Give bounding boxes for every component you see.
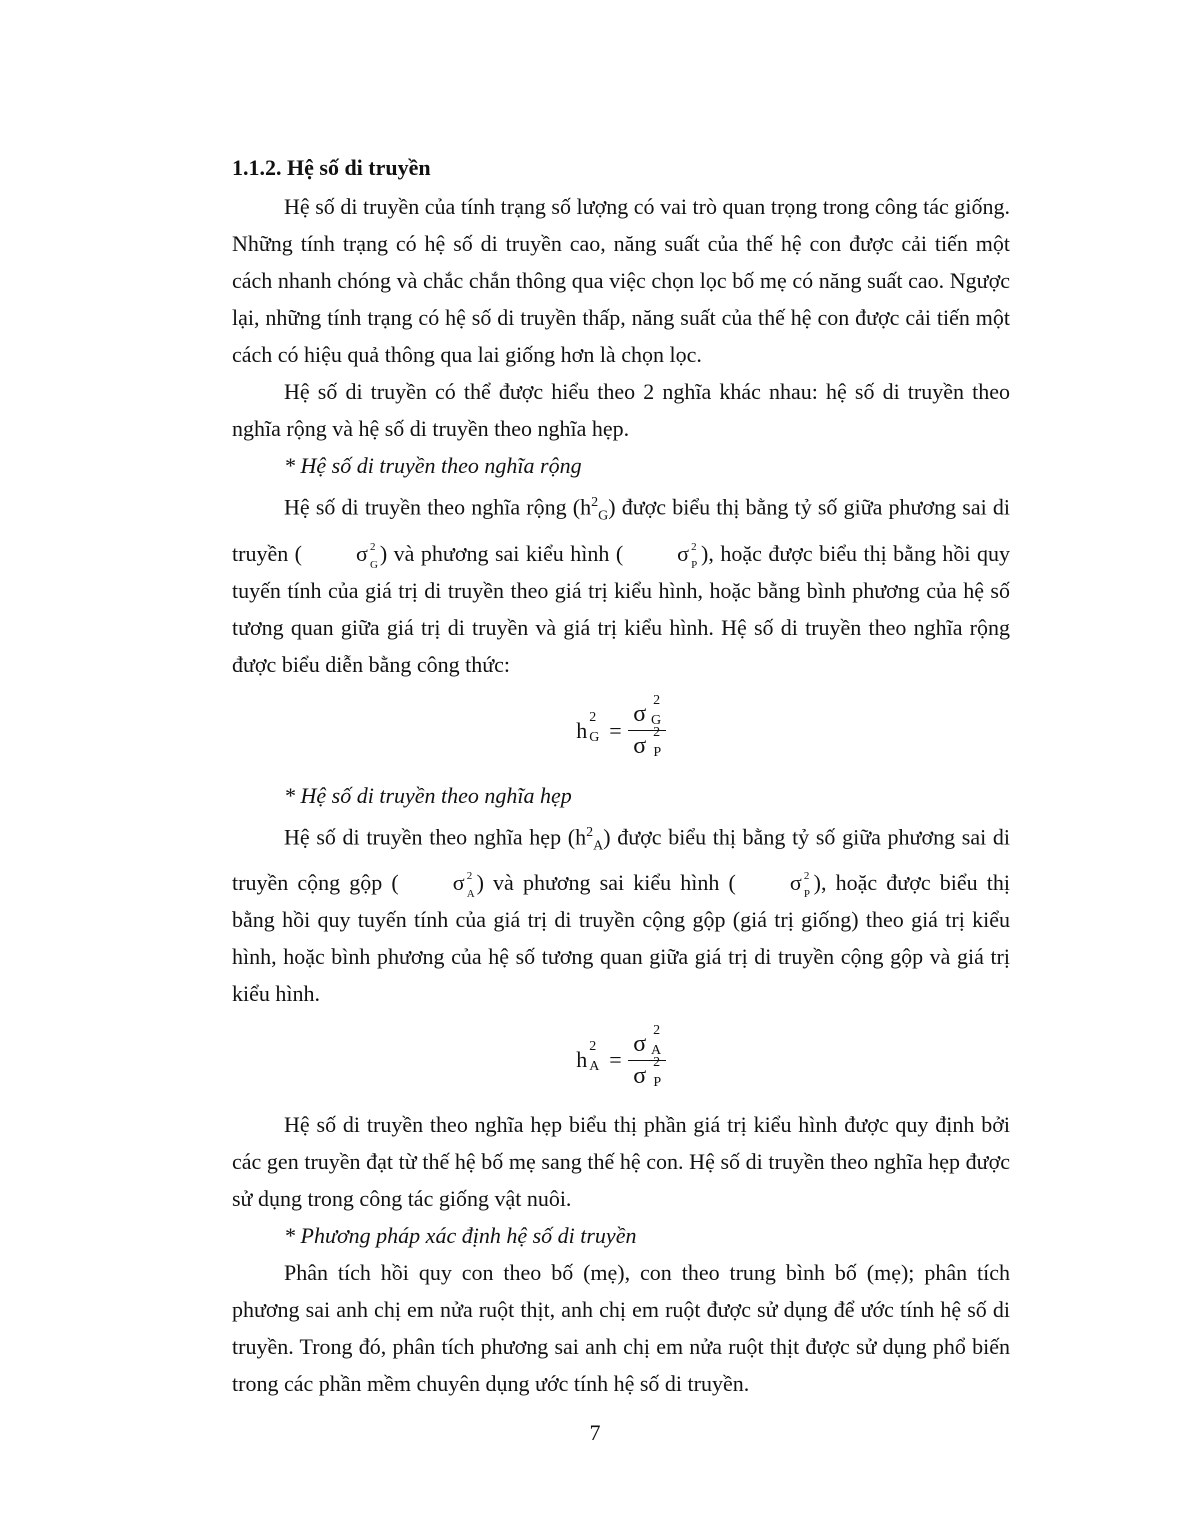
sigma-p-squared: σ 2 P bbox=[789, 870, 810, 901]
fraction-denominator: σ 2 P bbox=[633, 725, 662, 761]
sigma-a-squared: σ 2 A bbox=[452, 870, 475, 901]
fraction-denominator: σ 2 P bbox=[633, 1054, 662, 1090]
equals-sign: = bbox=[609, 717, 622, 743]
subscript: G bbox=[598, 508, 609, 524]
superscript: 2 bbox=[591, 495, 599, 510]
paragraph-methods: Phân tích hồi quy con theo bố (mẹ), con theo trung bình bố (mẹ); phân tích phương sai anh chị em nửa ruột thịt, anh chị em ruột được sử dụng để ước tính hệ số di truyền. Trong đó, phân tích phương sai anh chị em nửa ruột thịt được sử dụng phổ biến trong các phần mềm chuyên dụng ước tính hệ số di truyền. bbox=[232, 1260, 1010, 1397]
text-run: ), hoặc được biểu thị bằng hồi quy tuyến tính của giá trị di truyền theo giá trị kiểu hình, hoặc bằng bình phương của hệ số tương quan giữa giá trị di truyền và giá trị kiểu hình. Hệ số di truyền theo nghĩa rộng được biểu diễn bằng công thức: bbox=[232, 540, 1011, 677]
subscript: A bbox=[593, 838, 604, 854]
page-content bbox=[232, 150, 1010, 1402]
formula-lhs: h 2 G bbox=[576, 709, 600, 745]
text-run: ) và phương sai kiểu hình ( bbox=[379, 540, 624, 566]
text-run: ) được biểu thị bằng tỷ số giữa phương sai di truyền ( bbox=[232, 494, 1010, 566]
paragraph-narrow-meaning: Hệ số di truyền theo nghĩa hẹp biểu thị phần giá trị kiểu hình được quy định bởi các gen truyền đạt từ thế hệ bố mẹ sang thế hệ con. Hệ số di truyền theo nghĩa hẹp được sử dụng trong công tác giống vật nuôi. bbox=[232, 1112, 1010, 1212]
equals-sign: = bbox=[609, 1047, 622, 1073]
text-run: Hệ số di truyền theo nghĩa rộng (h bbox=[284, 494, 592, 520]
text-run: ), hoặc được biểu thị bằng hồi quy tuyến tính của giá trị di truyền cộng gộp (giá trị giống) theo giá trị kiểu hình, hoặc bình phương của hệ số tương quan giữa giá trị di truyền cộng gộp và giá trị kiểu hình. bbox=[232, 870, 1011, 1007]
formula-broad-heritability bbox=[232, 689, 1010, 773]
fraction-numerator: σ 2 G bbox=[633, 693, 662, 729]
paragraph-intro: Hệ số di truyền của tính trạng số lượng có vai trò quan trọng trong công tác giống. Những tính trạng có hệ số di truyền cao, năng suất của thế hệ con được cải tiến một cách nhanh chóng và chắc chắn thông qua việc chọn lọc bố mẹ có năng suất cao. Ngược lại, những tính trạng có hệ số di truyền thấp, năng suất của thế hệ con được cải tiến một cách có hiệu quả thông qua lai giống hơn là chọn lọc. bbox=[232, 194, 1010, 367]
page-number: 7 bbox=[589, 1420, 601, 1445]
fraction-numerator: σ 2 A bbox=[633, 1022, 662, 1058]
paragraph-narrow-sense bbox=[232, 814, 1010, 1013]
text-run: Hệ số di truyền theo nghĩa hẹp (h bbox=[284, 824, 587, 850]
paragraph-broad-sense bbox=[232, 484, 1010, 683]
paragraph-two-meanings: Hệ số di truyền có thể được hiểu theo 2 nghĩa khác nhau: hệ số di truyền theo nghĩa rộng và hệ số di truyền theo nghĩa hẹp. bbox=[232, 379, 1010, 441]
section-heading: 1.1.2. Hệ số di truyền bbox=[232, 155, 431, 180]
formula-fraction bbox=[628, 693, 666, 762]
sigma-g-squared: σ 2 G bbox=[356, 540, 378, 571]
subheading-methods: * Phương pháp xác định hệ số di truyền bbox=[284, 1223, 637, 1249]
subheading-narrow-sense: * Hệ số di truyền theo nghĩa hẹp bbox=[284, 782, 572, 808]
formula-lhs: h 2 A bbox=[576, 1039, 600, 1075]
text-run: ) và phương sai kiểu hình ( bbox=[476, 870, 736, 896]
superscript: 2 bbox=[586, 824, 594, 840]
text-run: ) được biểu thị bằng tỷ số giữa phương sai di truyền cộng gộp ( bbox=[232, 824, 1011, 896]
formula-narrow-heritability bbox=[232, 1018, 1010, 1102]
formula-fraction bbox=[628, 1022, 666, 1092]
subheading-broad-sense: * Hệ số di truyền theo nghĩa rộng bbox=[284, 453, 582, 478]
sigma-p-squared: σ 2 P bbox=[677, 540, 698, 571]
